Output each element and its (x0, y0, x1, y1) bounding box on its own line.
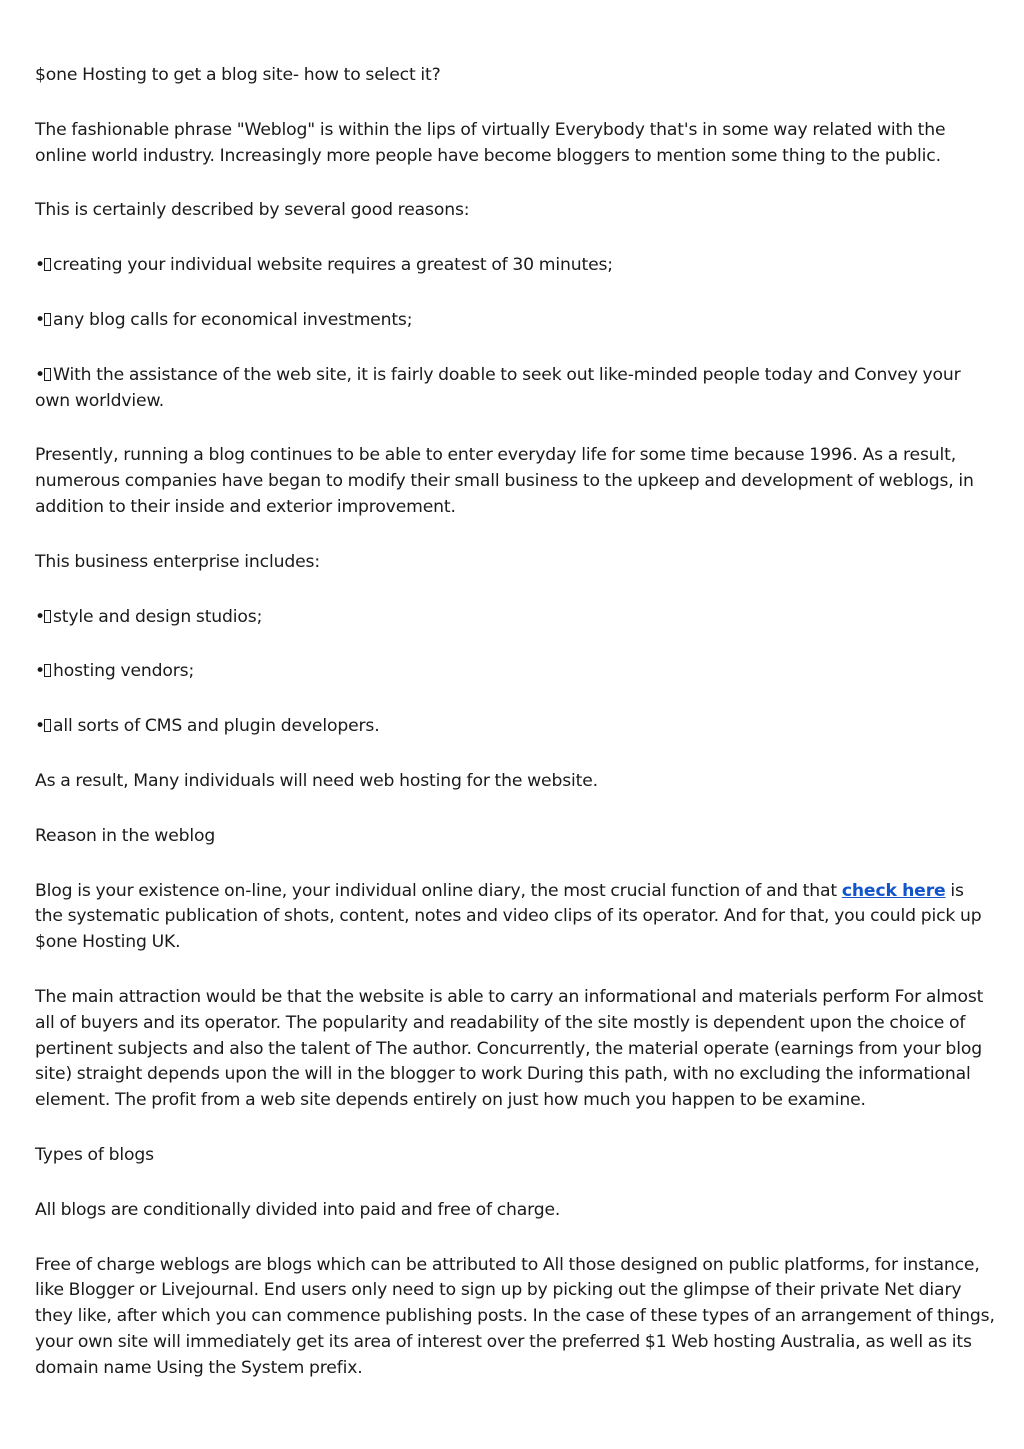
types-intro-paragraph: All blogs are conditionally divided into paid and free of charge. (35, 1199, 561, 1220)
attraction-paragraph: The main attraction would be that the website is able to carry an informational and materials perform For almost all of buyers and its operator. The popularity and readability of the site mostly is dependent upon the choice of pertinent subjects and also the talent of The author. Concurrently, the material operate (earnings from your blog site) straight depends upon the will in the blogger to work During this path, with no excluding the informational element. The profit from a web site depends entirely on just how much you happen to be examine. (35, 986, 984, 1111)
includes-item-lead: all (53, 716, 73, 737)
document-title: $one Hosting to get a blog site- how to select it? (35, 65, 441, 85)
reason-item-1 (35, 253, 995, 279)
bullet-icon: • (35, 364, 45, 385)
intro-paragraph: The fashionable phrase "Weblog" is within the lips of virtually Everybody that's in some way related with the online world industry. Increasingly more people have become bloggers to mention some thing to the public. (35, 119, 946, 166)
blog-definition-paragraph (35, 879, 995, 956)
missing-glyph-icon (44, 313, 51, 326)
missing-glyph-icon (44, 664, 51, 677)
missing-glyph-icon (44, 610, 51, 623)
includes-item-lead: style (53, 606, 94, 627)
includes-item-text: sorts of CMS and plugin developers. (72, 716, 380, 737)
section-heading-types: Types of blogs (35, 1144, 154, 1165)
reasons-intro: This is certainly described by several good reasons: (35, 200, 470, 221)
bullet-icon: • (35, 309, 45, 330)
hosting-need-paragraph: As a result, Many individuals will need web hosting for the website. (35, 770, 598, 791)
reason-item-lead: With (53, 364, 92, 385)
bullet-icon: • (35, 606, 45, 627)
reason-item-text: the assistance of the web site, it is fairly doable to seek out like-minded people today and Convey your own worldview. (35, 364, 961, 411)
bullet-icon: • (35, 716, 45, 737)
includes-item-lead: hosting (53, 661, 116, 682)
reason-item-2 (35, 308, 995, 334)
bullet-icon: • (35, 255, 45, 276)
reason-item-3 (35, 363, 995, 415)
includes-item-3 (35, 714, 995, 740)
blog-definition-text-before: Blog is your existence on-line, your individual online diary, the most crucial function of and that (35, 880, 842, 901)
reason-item-text: blog calls for economical investments; (84, 309, 413, 330)
bullet-icon: • (35, 661, 45, 682)
section-heading-reason: Reason in the weblog (35, 825, 216, 846)
includes-item-1 (35, 605, 995, 631)
blog-definition-text-after: is the systematic publication of shots, content, notes and video clips of its operator. And for that, you could pick up $one Hosting UK. (35, 880, 982, 953)
reason-item-lead: creating (53, 255, 123, 276)
missing-glyph-icon (44, 258, 51, 271)
reason-item-lead: any (53, 309, 85, 330)
missing-glyph-icon (44, 368, 51, 381)
includes-item-2 (35, 659, 995, 685)
history-paragraph: Presently, running a blog continues to be able to enter everyday life for some time because 1996. As a result, numerous companies have began to modify their small business to the upkeep and development of weblogs, in addition to their inside and exterior improvement. (35, 445, 974, 517)
missing-glyph-icon (44, 719, 51, 732)
reason-item-text: your individual website requires a greatest of 30 minutes; (122, 255, 613, 276)
document-body (35, 63, 995, 1411)
check-here-link[interactable]: check here (841, 880, 946, 901)
includes-item-text: vendors; (115, 661, 195, 682)
free-blogs-paragraph: Free of charge weblogs are blogs which can be attributed to All those designed on public platforms, for instance, like Blogger or Livejournal. End users only need to sign up by picking out the glimpse of their private Net diary they like, after which you can commence publishing posts. In the case of these types of an arrangement of things, your own site will immediately get its area of interest over the preferred $1 Web hosting Australia, as well as its domain name Using the System prefix. (35, 1254, 995, 1378)
includes-item-text: and design studios; (93, 606, 263, 627)
includes-intro: This business enterprise includes: (35, 551, 320, 572)
